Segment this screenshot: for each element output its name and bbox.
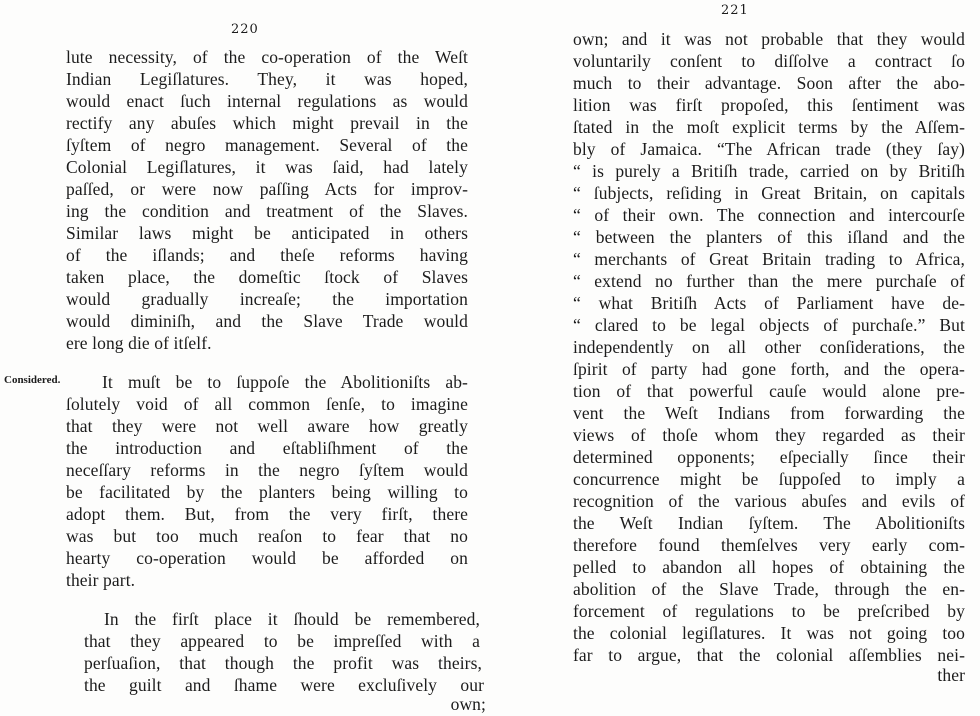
text-line: far to argue, that the colonial aſſemblies nei- (573, 645, 965, 665)
text-line: It muſt be to ſuppoſe the Abolitioniſts ab- (102, 372, 468, 392)
margin-note: Considered. (4, 374, 61, 386)
text-line: the guilt and ſhame were excluſively our (84, 675, 484, 695)
text-line: be facilitated by the planters being willing to (66, 482, 468, 502)
text-line: therefore found themſelves very early com- (573, 535, 965, 555)
text-line: would diminiſh, and the Slave Trade would (66, 311, 468, 331)
text-line: “ merchants of Great Britain trading to Africa, (573, 249, 965, 269)
text-line: the colonial legiſlatures. It was not going too (573, 623, 965, 643)
text-line: “ clared to be legal objects of purchaſe.” But (573, 315, 965, 335)
text-line: would gradually increaſe; the importation (66, 289, 468, 309)
text-line: adopt them. But, from the very firſt, there (66, 504, 468, 524)
text-line: taken place, the domeſtic ſtock of Slaves (66, 267, 468, 287)
text-line: “ ſubjects, reſiding in Great Britain, on capitals (573, 183, 965, 203)
text-line: concurrence might be ſuppoſed to imply a (573, 469, 965, 489)
text-line: Similar laws might be anticipated in others (66, 223, 468, 243)
text-line: was but too much reaſon to fear that no (66, 526, 468, 546)
text-line: independently on all other conſiderations, the (573, 337, 965, 357)
text-line: neceſſary reforms in the negro ſyſtem would (66, 460, 468, 480)
text-line: rectify any abuſes which might prevail in the (66, 113, 468, 133)
text-line: that they appeared to be impreſſed with a (84, 631, 480, 651)
text-line: their part. (66, 570, 136, 590)
text-line: voluntarily conſent to diſſolve a contract ſo (573, 51, 965, 71)
right-page-number: 221 (721, 3, 749, 18)
text-line: determined opponents; eſpecially ſince their (573, 447, 965, 467)
text-line: Colonial Legiſlatures, it was ſaid, had lately (66, 157, 468, 177)
text-line: vent the Weſt Indians from forwarding the (573, 403, 965, 423)
text-line: forcement of regulations to be preſcribed by (573, 601, 965, 621)
text-line: “ between the planters of this iſland and the (573, 227, 965, 247)
text-line: the introduction and eſtabliſhment of the (66, 438, 468, 458)
text-line: “ what Britiſh Acts of Parliament have de- (573, 293, 965, 313)
text-line: bly of Jamaica. “The African trade (they ſay) (573, 139, 965, 159)
text-line: perſuaſion, that though the profit was theirs, (84, 653, 482, 673)
text-line: views of thoſe whom they regarded as their (573, 425, 965, 445)
text-line: paſſed, or were now paſſing Acts for improv- (66, 179, 468, 199)
text-line: tion of that powerful cauſe would alone pre- (573, 381, 965, 401)
text-line: ſyſtem of negro management. Several of the (66, 135, 468, 155)
text-line: pelled to abandon all hopes of obtaining the (573, 557, 965, 577)
text-line: ſolutely void of all common ſenſe, to imagine (66, 394, 468, 414)
text-line: hearty co-operation would be afforded on (66, 548, 468, 568)
text-line: own; and it was not probable that they would (573, 29, 965, 49)
left-page-number: 220 (231, 22, 259, 37)
text-line: abolition of the Slave Trade, through the en- (573, 579, 965, 599)
text-line: ing the condition and treatment of the Slaves. (66, 201, 468, 221)
text-line: “ of their own. The connection and intercourſe (573, 205, 965, 225)
text-line: Indian Legiſlatures. They, it was hoped, (66, 69, 468, 89)
text-line: “ is purely a Britiſh trade, carried on by Britiſh (573, 161, 965, 181)
text-line: that they were not well aware how greatly (66, 416, 468, 436)
text-line: ſpirit of party had gone forth, and the opera- (573, 359, 965, 379)
text-line: own; (450, 694, 486, 714)
right-page (490, 0, 980, 716)
text-line: the Weſt Indian ſyſtem. The Abolitioniſts (573, 513, 965, 533)
text-line: recognition of the various abuſes and evils of (573, 491, 965, 511)
text-line: lute necessity, of the co-operation of the Weſt (66, 47, 468, 67)
text-line: “ extend no further than the mere purchaſe of (573, 271, 965, 291)
text-line: ere long die of itſelf. (66, 333, 212, 353)
text-line: ther (937, 665, 965, 685)
text-line: would enact ſuch internal regulations as would (66, 91, 468, 111)
text-line: lition was firſt propoſed, this ſentiment was (573, 95, 965, 115)
text-line: much to their advantage. Soon after the abo- (573, 73, 965, 93)
text-line: In the firſt place it ſhould be remembered, (104, 609, 480, 629)
text-line: ſtated in the moſt explicit terms by the Aſſem- (573, 117, 965, 137)
text-line: of the iſlands; and theſe reforms having (66, 245, 468, 265)
